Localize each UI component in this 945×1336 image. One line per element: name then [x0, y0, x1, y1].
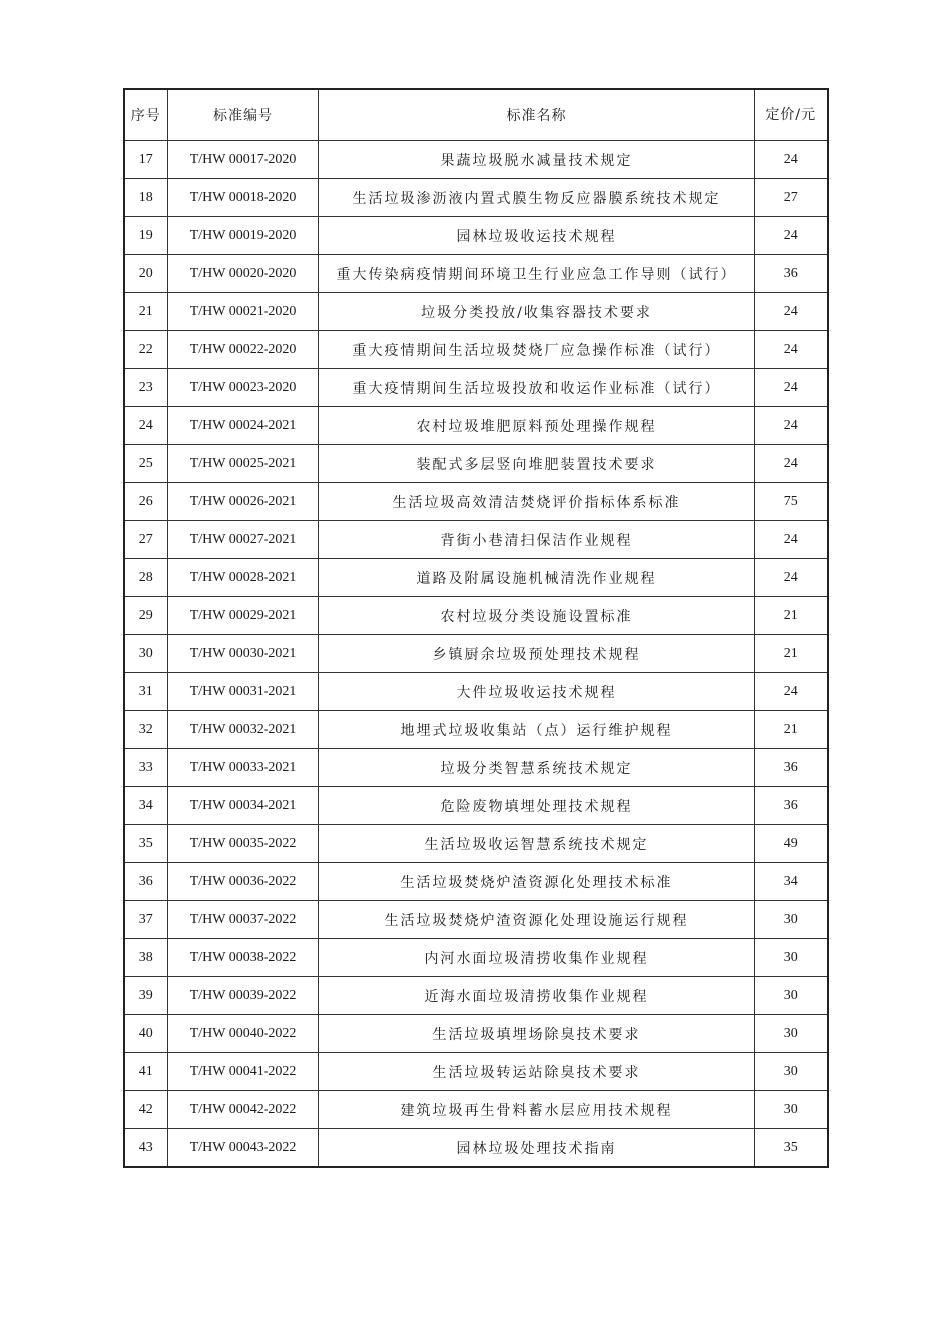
- table-row: [124, 217, 828, 255]
- standard-price: 36: [754, 255, 828, 293]
- standard-price: 24: [754, 217, 828, 255]
- header-no: 序号: [124, 89, 167, 141]
- row-number: 36: [124, 863, 167, 901]
- row-number: 39: [124, 977, 167, 1015]
- header-code: 标准编号: [167, 89, 319, 141]
- standard-code: T/HW 00043-2022: [167, 1129, 319, 1168]
- standard-name: 大件垃圾收运技术规程: [319, 673, 754, 711]
- standard-name: 内河水面垃圾清捞收集作业规程: [319, 939, 754, 977]
- standard-code: T/HW 00033-2021: [167, 749, 319, 787]
- standard-name: 装配式多层竖向堆肥装置技术要求: [319, 445, 754, 483]
- row-number: 28: [124, 559, 167, 597]
- standard-price: 24: [754, 673, 828, 711]
- table-body: [124, 141, 828, 1168]
- standard-code: T/HW 00030-2021: [167, 635, 319, 673]
- row-number: 40: [124, 1015, 167, 1053]
- table-row: [124, 521, 828, 559]
- standard-price: 30: [754, 901, 828, 939]
- row-number: 29: [124, 597, 167, 635]
- table-row: [124, 1015, 828, 1053]
- row-number: 23: [124, 369, 167, 407]
- standard-code: T/HW 00024-2021: [167, 407, 319, 445]
- standard-name: 园林垃圾收运技术规程: [319, 217, 754, 255]
- table-row: [124, 141, 828, 179]
- standard-name: 生活垃圾转运站除臭技术要求: [319, 1053, 754, 1091]
- standard-price: 24: [754, 521, 828, 559]
- standard-price: 30: [754, 1053, 828, 1091]
- row-number: 37: [124, 901, 167, 939]
- standard-price: 27: [754, 179, 828, 217]
- standard-code: T/HW 00031-2021: [167, 673, 319, 711]
- standard-name: 近海水面垃圾清捞收集作业规程: [319, 977, 754, 1015]
- standard-code: T/HW 00020-2020: [167, 255, 319, 293]
- standard-price: 36: [754, 749, 828, 787]
- standard-price: 34: [754, 863, 828, 901]
- standard-name: 重大疫情期间生活垃圾焚烧厂应急操作标准（试行）: [319, 331, 754, 369]
- table-row: [124, 787, 828, 825]
- row-number: 32: [124, 711, 167, 749]
- row-number: 21: [124, 293, 167, 331]
- header-price: 定价/元: [754, 89, 828, 141]
- table-row: [124, 711, 828, 749]
- standard-name: 乡镇厨余垃圾预处理技术规程: [319, 635, 754, 673]
- standard-name: 道路及附属设施机械清洗作业规程: [319, 559, 754, 597]
- standard-code: T/HW 00021-2020: [167, 293, 319, 331]
- table-row: [124, 977, 828, 1015]
- standard-price: 21: [754, 635, 828, 673]
- standard-code: T/HW 00019-2020: [167, 217, 319, 255]
- standard-name: 重大疫情期间生活垃圾投放和收运作业标准（试行）: [319, 369, 754, 407]
- table-row: [124, 749, 828, 787]
- standard-price: 36: [754, 787, 828, 825]
- table-row: [124, 597, 828, 635]
- row-number: 31: [124, 673, 167, 711]
- standard-name: 危险废物填埋处理技术规程: [319, 787, 754, 825]
- standard-name: 垃圾分类智慧系统技术规定: [319, 749, 754, 787]
- table-row: [124, 331, 828, 369]
- table-row: [124, 559, 828, 597]
- table-row: [124, 863, 828, 901]
- standard-code: T/HW 00038-2022: [167, 939, 319, 977]
- standard-code: T/HW 00022-2020: [167, 331, 319, 369]
- header-name: 标准名称: [319, 89, 754, 141]
- standard-price: 21: [754, 711, 828, 749]
- row-number: 41: [124, 1053, 167, 1091]
- row-number: 27: [124, 521, 167, 559]
- row-number: 42: [124, 1091, 167, 1129]
- row-number: 24: [124, 407, 167, 445]
- standard-code: T/HW 00040-2022: [167, 1015, 319, 1053]
- standard-name: 生活垃圾填埋场除臭技术要求: [319, 1015, 754, 1053]
- table-row: [124, 369, 828, 407]
- standard-code: T/HW 00029-2021: [167, 597, 319, 635]
- row-number: 34: [124, 787, 167, 825]
- standard-price: 24: [754, 445, 828, 483]
- standard-code: T/HW 00028-2021: [167, 559, 319, 597]
- standard-name: 农村垃圾分类设施设置标准: [319, 597, 754, 635]
- row-number: 35: [124, 825, 167, 863]
- row-number: 17: [124, 141, 167, 179]
- table-row: [124, 939, 828, 977]
- standard-price: 24: [754, 559, 828, 597]
- standard-code: T/HW 00036-2022: [167, 863, 319, 901]
- standards-table: [123, 88, 829, 1168]
- standard-price: 24: [754, 407, 828, 445]
- standard-code: T/HW 00037-2022: [167, 901, 319, 939]
- table-row: [124, 901, 828, 939]
- row-number: 18: [124, 179, 167, 217]
- table-row: [124, 1053, 828, 1091]
- row-number: 22: [124, 331, 167, 369]
- table-row: [124, 825, 828, 863]
- standard-name: 生活垃圾焚烧炉渣资源化处理设施运行规程: [319, 901, 754, 939]
- table-row: [124, 1091, 828, 1129]
- row-number: 19: [124, 217, 167, 255]
- standard-price: 24: [754, 369, 828, 407]
- standard-code: T/HW 00042-2022: [167, 1091, 319, 1129]
- table-row: [124, 407, 828, 445]
- standard-code: T/HW 00018-2020: [167, 179, 319, 217]
- standard-name: 生活垃圾高效清洁焚烧评价指标体系标准: [319, 483, 754, 521]
- standard-price: 24: [754, 331, 828, 369]
- standard-code: T/HW 00035-2022: [167, 825, 319, 863]
- row-number: 38: [124, 939, 167, 977]
- table-row: [124, 179, 828, 217]
- row-number: 20: [124, 255, 167, 293]
- standard-code: T/HW 00034-2021: [167, 787, 319, 825]
- standard-code: T/HW 00023-2020: [167, 369, 319, 407]
- standard-code: T/HW 00027-2021: [167, 521, 319, 559]
- table-row: [124, 445, 828, 483]
- row-number: 25: [124, 445, 167, 483]
- standard-code: T/HW 00041-2022: [167, 1053, 319, 1091]
- standard-code: T/HW 00025-2021: [167, 445, 319, 483]
- standard-price: 21: [754, 597, 828, 635]
- table-row: [124, 673, 828, 711]
- table-row: [124, 293, 828, 331]
- standard-code: T/HW 00039-2022: [167, 977, 319, 1015]
- standard-price: 30: [754, 1015, 828, 1053]
- standard-code: T/HW 00017-2020: [167, 141, 319, 179]
- standard-name: 地埋式垃圾收集站（点）运行维护规程: [319, 711, 754, 749]
- standard-name: 建筑垃圾再生骨料蓄水层应用技术规程: [319, 1091, 754, 1129]
- standard-price: 30: [754, 977, 828, 1015]
- table-row: [124, 255, 828, 293]
- standard-name: 生活垃圾渗沥液内置式膜生物反应器膜系统技术规定: [319, 179, 754, 217]
- standard-price: 49: [754, 825, 828, 863]
- standard-price: 30: [754, 1091, 828, 1129]
- row-number: 43: [124, 1129, 167, 1168]
- standard-code: T/HW 00032-2021: [167, 711, 319, 749]
- standard-name: 生活垃圾收运智慧系统技术规定: [319, 825, 754, 863]
- row-number: 26: [124, 483, 167, 521]
- standard-name: 垃圾分类投放/收集容器技术要求: [319, 293, 754, 331]
- standard-name: 生活垃圾焚烧炉渣资源化处理技术标准: [319, 863, 754, 901]
- standard-price: 75: [754, 483, 828, 521]
- standard-name: 园林垃圾处理技术指南: [319, 1129, 754, 1168]
- table-row: [124, 483, 828, 521]
- standard-price: 24: [754, 141, 828, 179]
- standard-name: 背街小巷清扫保洁作业规程: [319, 521, 754, 559]
- row-number: 30: [124, 635, 167, 673]
- standard-code: T/HW 00026-2021: [167, 483, 319, 521]
- standard-price: 30: [754, 939, 828, 977]
- table-header-row: [124, 89, 828, 141]
- standard-name: 农村垃圾堆肥原料预处理操作规程: [319, 407, 754, 445]
- standard-name: 果蔬垃圾脱水减量技术规定: [319, 141, 754, 179]
- standard-name: 重大传染病疫情期间环境卫生行业应急工作导则（试行）: [319, 255, 754, 293]
- standard-price: 24: [754, 293, 828, 331]
- table-row: [124, 1129, 828, 1168]
- standard-price: 35: [754, 1129, 828, 1168]
- table-row: [124, 635, 828, 673]
- row-number: 33: [124, 749, 167, 787]
